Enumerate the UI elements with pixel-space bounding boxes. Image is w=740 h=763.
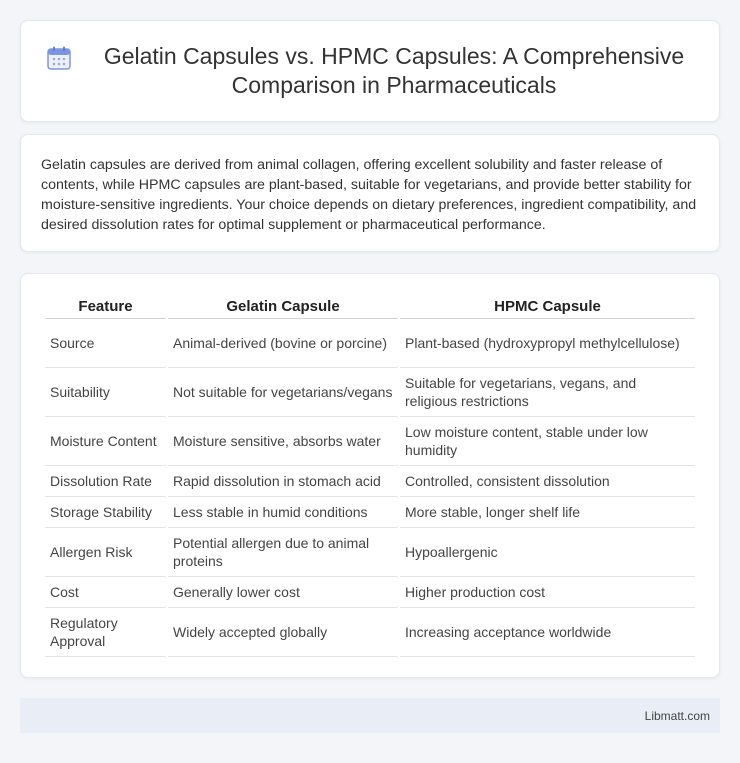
comparison-table <box>43 294 697 657</box>
calendar-icon <box>46 45 72 71</box>
hpmc-cell: Controlled, consistent dissolution <box>400 466 695 497</box>
feature-cell: Storage Stability <box>45 497 166 528</box>
table-header-row <box>45 294 695 319</box>
intro-card <box>20 134 720 252</box>
page-title: Gelatin Capsules vs. HPMC Capsules: A Comprehensive Comparison in Pharmaceuticals <box>103 43 685 98</box>
table-row <box>45 466 695 497</box>
table-row <box>45 608 695 657</box>
intro-paragraph: Gelatin capsules are derived from animal collagen, offering excellent solubility and faster release of contents, while HPMC capsules are plant-based, suitable for vegetarians, and provide better stability for moisture-sensitive ingredients. Your choice depends on dietary preferences, ingredient compatibility, and desired dissolution rates for optimal supplement or pharmaceutical performance. <box>41 157 697 233</box>
footer-bar <box>20 698 720 733</box>
header-hpmc: HPMC Capsule <box>400 294 695 319</box>
header-card <box>20 20 720 122</box>
hpmc-cell: Higher production cost <box>400 577 695 608</box>
hpmc-cell: Hypoallergenic <box>400 528 695 577</box>
table-row <box>45 319 695 368</box>
gelatin-cell: Generally lower cost <box>168 577 398 608</box>
table-row <box>45 417 695 466</box>
hpmc-cell: Low moisture content, stable under low humidity <box>400 417 695 466</box>
table-row <box>45 577 695 608</box>
feature-cell: Allergen Risk <box>45 528 166 577</box>
gelatin-cell: Moisture sensitive, absorbs water <box>168 417 398 466</box>
table-row <box>45 497 695 528</box>
feature-cell: Cost <box>45 577 166 608</box>
hpmc-cell: Plant-based (hydroxypropyl methylcellulose) <box>400 319 695 368</box>
header-gelatin: Gelatin Capsule <box>168 294 398 319</box>
feature-cell: Regulatory Approval <box>45 608 166 657</box>
table-row <box>45 368 695 417</box>
title-wrap <box>46 42 694 100</box>
gelatin-cell: Not suitable for vegetarians/vegans <box>168 368 398 417</box>
feature-cell: Source <box>45 319 166 368</box>
gelatin-cell: Animal-derived (bovine or porcine) <box>168 319 398 368</box>
table-row <box>45 528 695 577</box>
gelatin-cell: Widely accepted globally <box>168 608 398 657</box>
hpmc-cell: Suitable for vegetarians, vegans, and religious restrictions <box>400 368 695 417</box>
gelatin-cell: Rapid dissolution in stomach acid <box>168 466 398 497</box>
gelatin-cell: Less stable in humid conditions <box>168 497 398 528</box>
header-feature: Feature <box>45 294 166 319</box>
comparison-table-card <box>20 273 720 678</box>
feature-cell: Dissolution Rate <box>45 466 166 497</box>
footer-site-link[interactable]: Libmatt.com <box>644 708 710 723</box>
feature-cell: Moisture Content <box>45 417 166 466</box>
gelatin-cell: Potential allergen due to animal proteins <box>168 528 398 577</box>
hpmc-cell: More stable, longer shelf life <box>400 497 695 528</box>
feature-cell: Suitability <box>45 368 166 417</box>
hpmc-cell: Increasing acceptance worldwide <box>400 608 695 657</box>
